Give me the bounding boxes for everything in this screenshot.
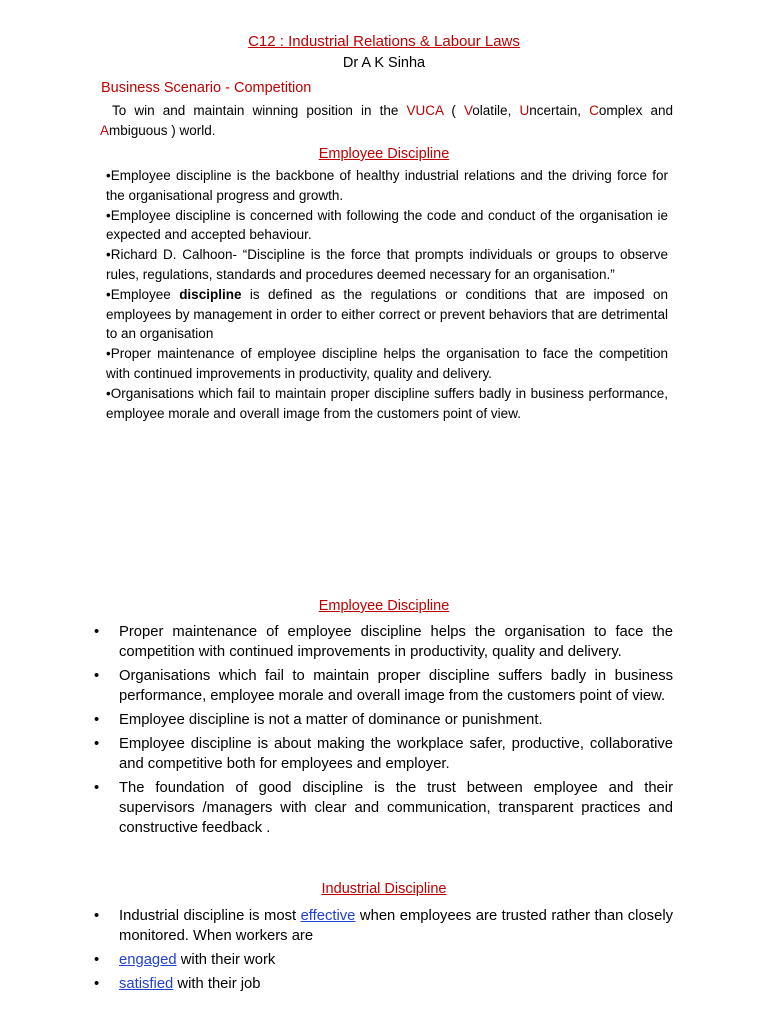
- list-item: • Organisations which fail to maintain proper discipline suffers badly in business performance, employee morale and overall image from the customers point of view.: [94, 668, 673, 704]
- slide1-heading: Employee Discipline: [318, 146, 450, 162]
- slide1-list: [106, 166, 668, 423]
- scenario-text: To win and maintain winning position in the VUCA ( Volatile, Uncertain, Complex and Ambiguous ) world.: [100, 103, 673, 138]
- list-item: • Industrial discipline is most effective when employees are trusted rather than closely monitored. When workers are: [94, 908, 673, 944]
- bullet: •: [94, 952, 100, 968]
- list-item: • satisfied with their job: [94, 976, 261, 992]
- satisfied-link[interactable]: satisfied: [119, 976, 174, 992]
- list-item: •Proper maintenance of employee discipline helps the organisation to face the competition with continued improvements in productivity, quality and delivery.: [106, 346, 668, 381]
- list-item: • engaged with their work: [94, 952, 276, 968]
- bullet: •: [94, 736, 100, 752]
- slide2-list: [90, 622, 673, 842]
- list-item: • The foundation of good discipline is the trust between employee and their supervisors /managers with clear and communication, transparent practices and constructive feedback .: [94, 780, 673, 836]
- bullet: •: [94, 908, 100, 924]
- author: Dr A K Sinha: [342, 55, 426, 71]
- list-item: • Employee discipline is about making the workplace safer, productive, collaborative and competitive both for employees and employer.: [94, 736, 673, 772]
- list-item: •Organisations which fail to maintain proper discipline suffers badly in business performance, employee morale and overall image from the customers point of view.: [106, 385, 668, 421]
- effective-link[interactable]: effective: [300, 908, 356, 924]
- slide3-heading: Industrial Discipline: [321, 881, 447, 897]
- bullet: •: [94, 976, 100, 992]
- bullet: •: [94, 624, 100, 640]
- document-title: C12 : Industrial Relations & Labour Laws: [248, 33, 520, 50]
- scenario-heading: Business Scenario - Competition: [101, 80, 312, 96]
- bullet: •: [94, 712, 100, 728]
- bullet: •: [94, 780, 100, 796]
- list-item: •Richard D. Calhoon- “Discipline is the force that prompts individuals or groups to observe rules, regulations, standards and procedures deemed necessary for an organisation.”: [106, 247, 668, 282]
- list-item: •Employee discipline is defined as the regulations or conditions that are imposed on employees by management in order to either correct or prevent behaviors that are detrimental to an organisation: [106, 286, 669, 342]
- slide2-heading: Employee Discipline: [318, 598, 450, 614]
- list-item: • Employee discipline is not a matter of dominance or punishment.: [94, 712, 543, 728]
- list-item: •Employee discipline is the backbone of healthy industrial relations and the driving force for the organisational progress and growth.: [106, 168, 668, 203]
- bullet: •: [94, 668, 100, 684]
- slide3-list: [90, 906, 673, 998]
- list-item: •Employee discipline is concerned with following the code and conduct of the organisation ie expected and accepted behaviour.: [106, 207, 668, 243]
- list-item: • Proper maintenance of employee discipline helps the organisation to face the competition with continued improvements in productivity, quality and delivery.: [94, 624, 673, 660]
- engaged-link[interactable]: engaged: [119, 952, 177, 968]
